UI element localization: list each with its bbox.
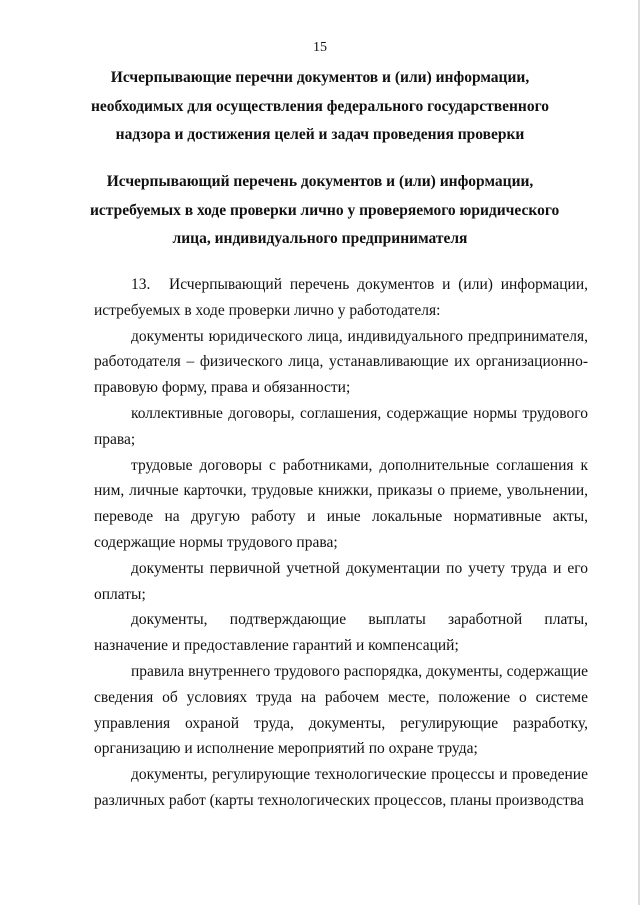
heading-line: надзора и достижения целей и задач проведения проверки [115,126,525,143]
section-heading-main [90,64,550,150]
list-item: документы первичной учетной документации по учету труда и его оплаты; [94,559,588,603]
list-item: правила внутреннего трудового распорядка, документы, содержащие сведения об условиях труда на рабочем месте, положение о системе управления охраной труда, документы, регулирующие разработку, организацию и исполнение мероприятий по охране труда; [94,662,588,758]
list-item: трудовые договоры с работниками, дополнительные соглашения к ним, личные карточки, трудовые книжки, приказы о приеме, увольнении, переводе на другую работу и иные локальные нормативные акты, содержащие нормы трудового права; [94,456,588,551]
list-item: документы, подтверждающие выплаты заработной платы, назначение и предоставление гарантий и компенсаций; [94,611,588,655]
document-body [94,272,588,814]
section-heading-sub [90,168,560,254]
heading-line: истребуемых в ходе проверки лично у проверяемого юридического [90,201,560,219]
item-13-intro [94,272,588,324]
list-item: документы юридического лица, индивидуального предпринимателя, работодателя – физического лица, устанавливающие их организационно-правовую форму, права и обязанности; [94,327,588,397]
item-number: 13. [131,276,151,293]
heading-line: Исчерпывающие перечни документов и (или) информации, [110,69,530,86]
heading-line: лица, индивидуального предпринимателя [172,230,468,247]
page-number: 15 [313,40,327,55]
list-item: коллективные договоры, соглашения, содержащие нормы трудового права; [94,404,588,448]
item-intro-text: Исчерпывающий перечень документов и (или) информации, истребуемых в ходе проверки лично у работодателя: [94,276,588,319]
list-item: документы, регулирующие технологические процессы и проведение различных работ (карты технологических процессов, планы производства [94,766,588,809]
heading-line: необходимых для осуществления федерального государственного [90,97,550,115]
heading-line: Исчерпывающий перечень документов и (или) информации, [106,173,534,190]
